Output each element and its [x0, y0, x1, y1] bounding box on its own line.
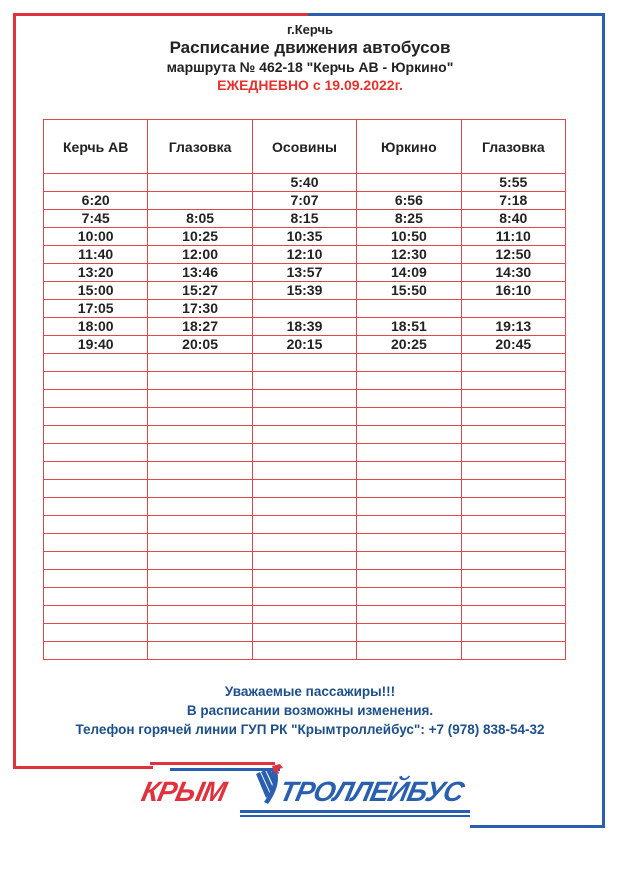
time-cell: 11:40	[44, 246, 148, 264]
time-cell	[461, 408, 565, 426]
time-cell	[148, 480, 252, 498]
time-cell: 14:09	[357, 264, 461, 282]
time-cell: 7:07	[252, 192, 356, 210]
time-cell: 12:30	[357, 246, 461, 264]
table-row	[44, 246, 566, 264]
time-cell	[461, 534, 565, 552]
time-cell	[461, 498, 565, 516]
time-cell: 15:27	[148, 282, 252, 300]
time-cell	[461, 300, 565, 318]
time-cell: 19:40	[44, 336, 148, 354]
time-cell	[252, 354, 356, 372]
time-cell: 8:05	[148, 210, 252, 228]
table-row	[44, 210, 566, 228]
frame-border-blue-top	[308, 13, 604, 16]
table-row	[44, 318, 566, 336]
document-header	[0, 22, 620, 94]
time-cell	[148, 174, 252, 192]
logo-word-krym: КРЫМ	[138, 776, 229, 807]
time-cell: 8:25	[357, 210, 461, 228]
time-cell	[461, 606, 565, 624]
time-cell	[148, 390, 252, 408]
logo-word-trolleybus: ТРОЛЛЕЙБУС	[276, 776, 467, 807]
table-row	[44, 354, 566, 372]
table-row	[44, 624, 566, 642]
time-cell: 13:46	[148, 264, 252, 282]
time-cell	[252, 642, 356, 660]
column-header: Глазовка	[461, 120, 565, 174]
validity-label: ЕЖЕДНЕВНО с 19.09.2022г.	[217, 77, 403, 93]
time-cell: 15:39	[252, 282, 356, 300]
document-title: Расписание движения автобусов	[169, 38, 451, 57]
table-row	[44, 408, 566, 426]
time-cell	[44, 570, 148, 588]
time-cell	[44, 642, 148, 660]
time-cell	[148, 552, 252, 570]
time-cell	[148, 408, 252, 426]
table-row	[44, 516, 566, 534]
time-cell	[252, 372, 356, 390]
time-cell	[252, 408, 356, 426]
time-cell	[148, 516, 252, 534]
frame-border-red-left	[13, 13, 16, 768]
time-cell	[148, 372, 252, 390]
time-cell	[44, 390, 148, 408]
time-cell	[357, 426, 461, 444]
table-row	[44, 390, 566, 408]
time-cell	[461, 642, 565, 660]
time-cell	[252, 606, 356, 624]
time-cell	[44, 588, 148, 606]
time-cell: 8:40	[461, 210, 565, 228]
time-cell	[357, 552, 461, 570]
time-cell: 15:00	[44, 282, 148, 300]
table-row	[44, 300, 566, 318]
time-cell: 12:00	[148, 246, 252, 264]
table-row	[44, 642, 566, 660]
time-cell	[252, 480, 356, 498]
time-cell	[357, 174, 461, 192]
table-row	[44, 192, 566, 210]
time-cell: 20:15	[252, 336, 356, 354]
time-cell	[148, 588, 252, 606]
time-cell	[148, 642, 252, 660]
time-cell	[252, 624, 356, 642]
time-cell	[148, 606, 252, 624]
notice-text: В расписании возможны изменения.	[186, 703, 434, 718]
time-cell	[357, 408, 461, 426]
time-cell: 7:45	[44, 210, 148, 228]
time-cell	[461, 552, 565, 570]
time-cell	[357, 624, 461, 642]
time-cell	[461, 462, 565, 480]
time-cell	[44, 498, 148, 516]
table-row	[44, 462, 566, 480]
time-cell	[44, 606, 148, 624]
time-cell: 7:18	[461, 192, 565, 210]
time-cell: 13:57	[252, 264, 356, 282]
time-cell: 10:00	[44, 228, 148, 246]
time-cell	[148, 570, 252, 588]
time-cell	[461, 624, 565, 642]
time-cell: 15:50	[357, 282, 461, 300]
schedule-table	[43, 119, 566, 660]
time-cell	[252, 462, 356, 480]
table-header-row	[44, 120, 566, 174]
time-cell: 14:30	[461, 264, 565, 282]
time-cell	[461, 480, 565, 498]
time-cell	[357, 498, 461, 516]
time-cell	[357, 300, 461, 318]
time-cell	[252, 444, 356, 462]
city-label: г.Керчь	[286, 22, 334, 37]
time-cell	[148, 426, 252, 444]
column-header: Осовины	[252, 120, 356, 174]
time-cell	[44, 552, 148, 570]
time-cell	[44, 534, 148, 552]
time-cell	[252, 390, 356, 408]
column-header: Юркино	[357, 120, 461, 174]
time-cell: 8:15	[252, 210, 356, 228]
table-row	[44, 534, 566, 552]
time-cell: 6:20	[44, 192, 148, 210]
time-cell: 20:45	[461, 336, 565, 354]
time-cell	[357, 444, 461, 462]
time-cell	[148, 498, 252, 516]
time-cell	[44, 354, 148, 372]
time-cell	[357, 570, 461, 588]
table-row	[44, 228, 566, 246]
table-row	[44, 444, 566, 462]
time-cell	[252, 534, 356, 552]
time-cell	[461, 426, 565, 444]
time-cell: 20:25	[357, 336, 461, 354]
frame-border-red-bottom	[13, 766, 153, 769]
time-cell: 13:20	[44, 264, 148, 282]
time-cell	[252, 570, 356, 588]
time-cell	[461, 570, 565, 588]
time-cell: 16:10	[461, 282, 565, 300]
time-cell: 17:05	[44, 300, 148, 318]
table-row	[44, 552, 566, 570]
table-row	[44, 570, 566, 588]
time-cell	[44, 516, 148, 534]
time-cell: 18:39	[252, 318, 356, 336]
time-cell	[252, 516, 356, 534]
time-cell	[461, 354, 565, 372]
time-cell: 10:25	[148, 228, 252, 246]
route-label: маршрута № 462-18 "Керчь АВ - Юркино"	[166, 59, 454, 75]
time-cell	[44, 480, 148, 498]
frame-border-blue-bottom	[470, 825, 605, 828]
time-cell: 19:13	[461, 318, 565, 336]
table-row	[44, 498, 566, 516]
time-cell: 18:51	[357, 318, 461, 336]
time-cell: 12:10	[252, 246, 356, 264]
time-cell	[44, 624, 148, 642]
table-row	[44, 264, 566, 282]
time-cell	[357, 390, 461, 408]
time-cell	[148, 192, 252, 210]
time-cell	[44, 408, 148, 426]
table-row	[44, 174, 566, 192]
time-cell	[44, 426, 148, 444]
time-cell	[461, 516, 565, 534]
schedule-body	[44, 174, 566, 660]
column-header: Глазовка	[148, 120, 252, 174]
time-cell	[461, 588, 565, 606]
time-cell: 6:56	[357, 192, 461, 210]
time-cell	[357, 642, 461, 660]
time-cell	[357, 516, 461, 534]
time-cell: 10:35	[252, 228, 356, 246]
time-cell	[461, 372, 565, 390]
time-cell	[252, 498, 356, 516]
time-cell	[148, 462, 252, 480]
time-cell	[357, 354, 461, 372]
hotline-text: Телефон горячей линии ГУП РК "Крымтроллейбус": +7 (978) 838-54-32	[75, 722, 545, 737]
time-cell	[461, 444, 565, 462]
time-cell	[44, 444, 148, 462]
table-row	[44, 336, 566, 354]
time-cell	[357, 534, 461, 552]
time-cell	[148, 624, 252, 642]
time-cell: 18:27	[148, 318, 252, 336]
time-cell	[148, 444, 252, 462]
time-cell	[357, 480, 461, 498]
table-row	[44, 282, 566, 300]
time-cell: 5:55	[461, 174, 565, 192]
time-cell	[357, 372, 461, 390]
table-row	[44, 372, 566, 390]
time-cell	[44, 462, 148, 480]
time-cell	[461, 390, 565, 408]
column-header: Керчь АВ	[44, 120, 148, 174]
table-row	[44, 588, 566, 606]
time-cell	[148, 534, 252, 552]
logo-underline-thin	[240, 815, 470, 817]
table-row	[44, 606, 566, 624]
table-row	[44, 426, 566, 444]
table-row	[44, 480, 566, 498]
time-cell	[44, 372, 148, 390]
time-cell	[44, 174, 148, 192]
time-cell	[357, 606, 461, 624]
time-cell: 17:30	[148, 300, 252, 318]
footer-notice	[0, 682, 620, 739]
time-cell	[252, 300, 356, 318]
time-cell	[252, 552, 356, 570]
time-cell	[148, 354, 252, 372]
time-cell: 20:05	[148, 336, 252, 354]
frame-border-red-top	[13, 13, 308, 16]
time-cell: 10:50	[357, 228, 461, 246]
time-cell: 12:50	[461, 246, 565, 264]
krymtrolleybus-logo	[140, 762, 480, 828]
greeting-text: Уважаемые пассажиры!!!	[224, 684, 396, 699]
time-cell	[252, 588, 356, 606]
logo-underline	[240, 810, 470, 813]
time-cell: 18:00	[44, 318, 148, 336]
time-cell: 11:10	[461, 228, 565, 246]
time-cell: 5:40	[252, 174, 356, 192]
time-cell	[357, 462, 461, 480]
time-cell	[252, 426, 356, 444]
time-cell	[357, 588, 461, 606]
